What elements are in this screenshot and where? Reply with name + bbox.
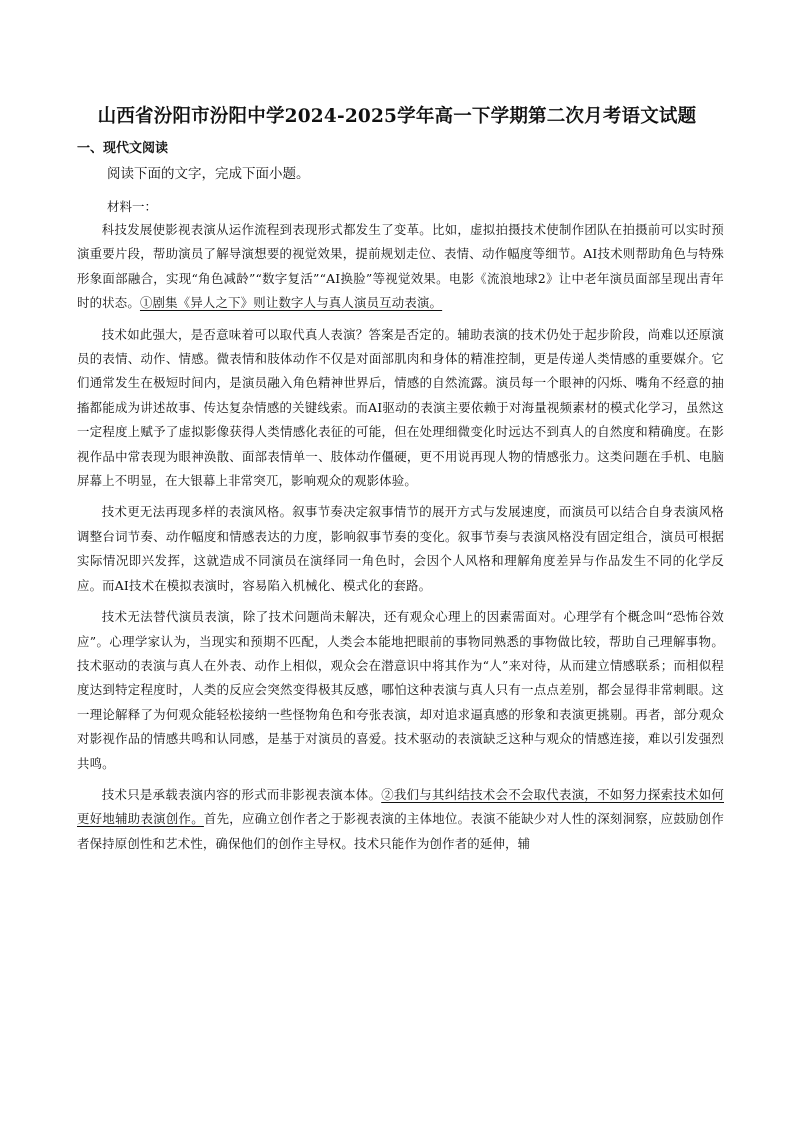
underlined-sentence-2: ②我们与其纠结技术会不会取代表演，不如努力探索技术如何更好地辅助表演创作。 [77,786,724,827]
passage-paragraph: 技术无法替代演员表演，除了技术问题尚未解决，还有观众心理上的因素需面对。心理学有个概念叫“恐怖谷效应”。心理学家认为，当现实和预期不匹配，人类会本能地把眼前的事物同熟悉的事物做比较，帮助自己理解事物。技术驱动的表演与真人在外表、动作上相似，观众会在潜意识中将其作为“人”来对待，从而建立情感联系；而相似程度达到特定程度时，人类的反应会突然变得极其反感，哪怕这种表演与真人只有一点点差别，都会显得非常刺眼。这一理论解释了为何观众能轻松接纳一些怪物角色和夸张表演，却对追求逼真感的形象和表演更挑剔。再者，部分观众对影视作品的情感共鸣和认同感，是基于对演员的喜爱。技术驱动的表演缺乏这种与观众的情感连接，难以引发强烈共鸣。 [77,609,724,771]
exam-title: 山西省汾阳市汾阳中学2024-2025学年高一下学期第二次月考语文试题 [97,106,697,127]
passage-paragraph: 技术如此强大，是否意味着可以取代真人表演？答案是否定的。辅助表演的技术仍处于起步阶段，尚难以还原演员的表情、动作、情感。微表情和肢体动作不仅是对面部肌肉和身体的精准控制，更是传递人类情感的重要媒介。它们通常发生在极短时间内，是演员融入角色精神世界后，情感的自然流露。演员每一个眼神的闪烁、嘴角不经意的抽搐都能成为讲述故事、传达复杂情感的关键线索。而AI驱动的表演主要依赖于对海量视频素材的模式化学习，虽然这一定程度上赋予了虚拟影像获得人类情感化表征的可能，但在处理细微变化时远达不到真人的自然度和精确度。在影视作品中常表现为眼神涣散、面部表情单一、肢体动作僵硬，更不用说再现人物的情感张力。这类问题在手机、电脑屏幕上不明显，在大银幕上非常突兀，影响观众的观影体验。 [77,326,724,489]
material-label: 材料一： [107,199,158,214]
section-heading: 一、现代文阅读 [77,141,169,156]
underlined-sentence-1: ①剧集《异人之下》则让数字人与真人演员互动表演。 [139,295,443,311]
passage-body [77,218,724,856]
passage-paragraph: 技术更无法再现多样的表演风格。叙事节奏决定叙事情节的展开方式与发展速度，而演员可以结合自身表演风格调整台词节奏、动作幅度和情感表达的力度，影响叙事节奏的变化。叙事节奏与表演风格没有固定组合，演员可根据实际情况即兴发挥，这就造成不同演员在演绎同一角色时，会因个人风格和理解角度差异与作品发生不同的化学反应。而AI技术在模拟表演时，容易陷入机械化、模式化的套路。 [77,504,724,593]
passage-paragraph: 科技发展使影视表演从运作流程到表现形式都发生了变革。比如，虚拟拍摄技术使制作团队在拍摄前可以实时预演重要片段，帮助演员了解导演想要的视觉效果，提前规划走位、表情、动作幅度等细节。AI技术则帮助角色与特殊形象面部融合，实现“角色减龄”“数字复活”“AI换脸”等视觉效果。电影《流浪地球2》让中老年演员面部呈现出青年时的状态。①剧集《异人之下》则让数字人与真人演员互动表演。 [77,222,724,311]
reading-instruction: 阅读下面的文字，完成下面小题。 [107,166,310,182]
passage-paragraph: 技术只是承载表演内容的形式而非影视表演本体。②我们与其纠结技术会不会取代表演，不如努力探索技术如何更好地辅助表演创作。首先，应确立创作者之于影视表演的主体地位。表演不能缺少对人性的深刻洞察，应鼓励创作者保持原创性和艺术性，确保他们的创作主导权。技术只能作为创作者的延伸，辅 [77,786,725,851]
